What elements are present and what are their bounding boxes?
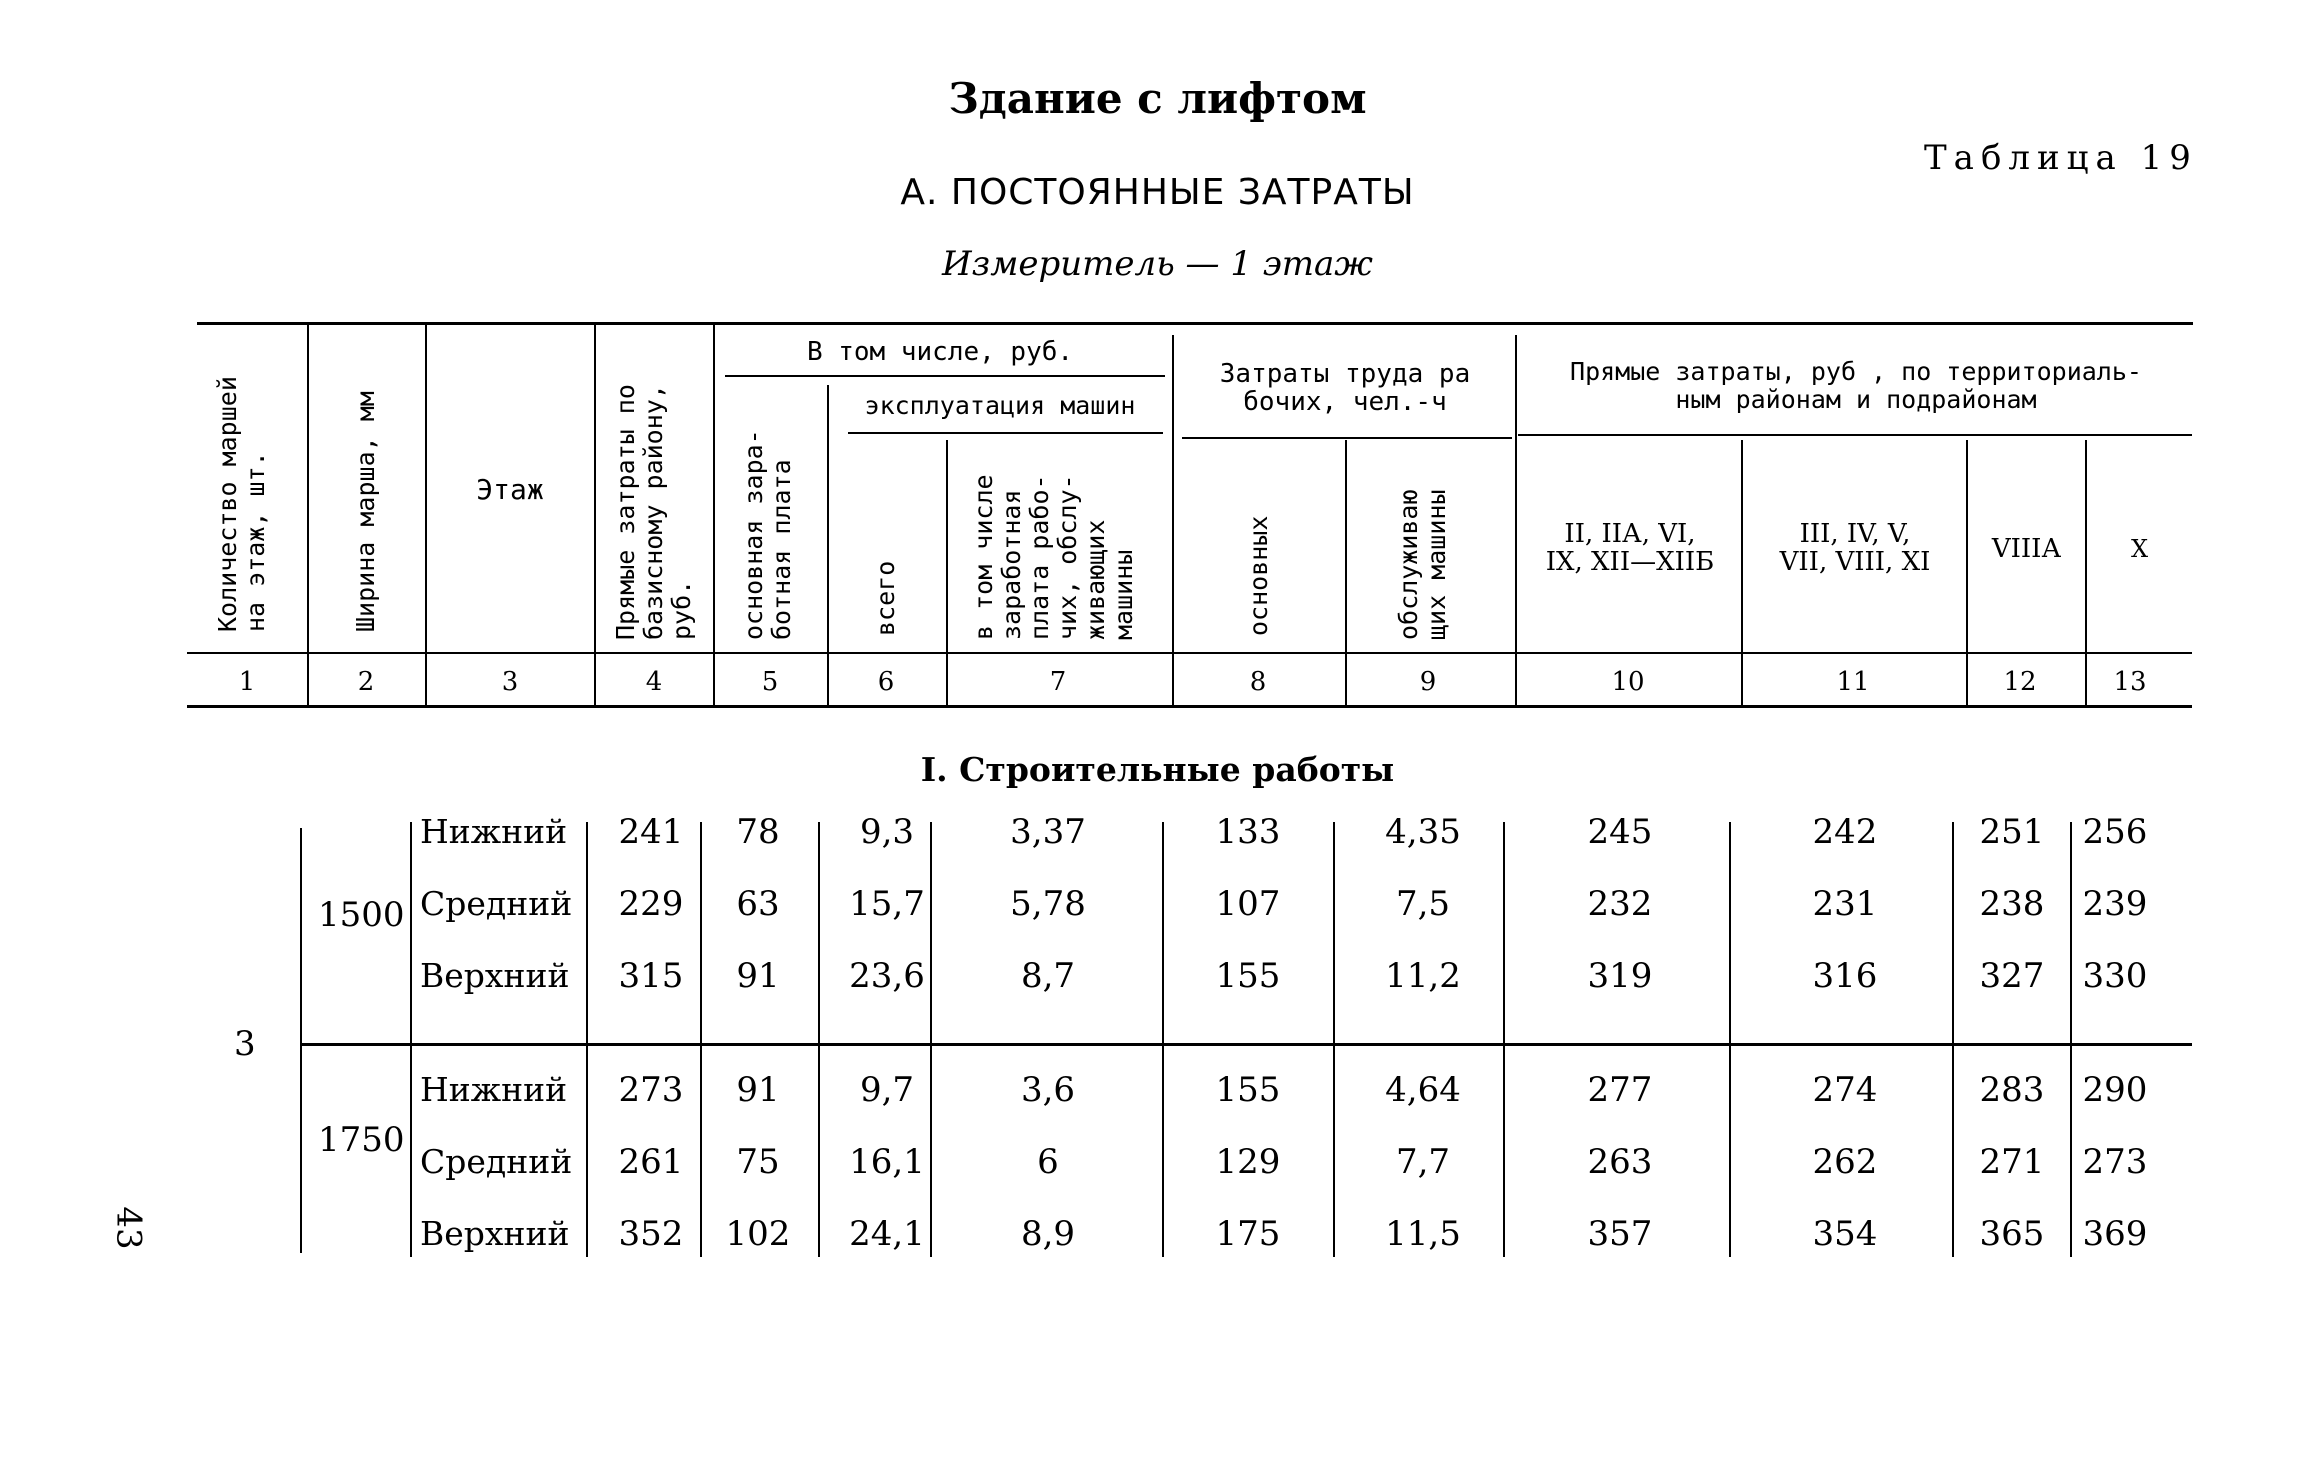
header-base-wages: основная зара- ботная плата xyxy=(739,429,796,640)
column-number: 6 xyxy=(877,667,895,697)
table-cell: 6 xyxy=(1037,1142,1059,1182)
table-cell: 352 xyxy=(618,1214,684,1254)
table-cell: 261 xyxy=(618,1142,684,1182)
header-region-13: X xyxy=(2130,535,2149,563)
table-cell: 277 xyxy=(1587,1070,1653,1110)
floor-label: Верхний xyxy=(420,1214,570,1253)
table-cell: 330 xyxy=(2082,956,2148,996)
group-separator-rule xyxy=(300,1043,2192,1046)
table-cell: 365 xyxy=(1979,1214,2045,1254)
page-number: 43 xyxy=(108,1206,149,1250)
table-cell: 4,35 xyxy=(1385,812,1461,852)
header-region-10: II, IIА, VI, IX, XII—XIIБ xyxy=(1545,519,1715,577)
body-vline-c8 xyxy=(1162,822,1164,1257)
table-cell: 319 xyxy=(1587,956,1653,996)
table-cell: 16,1 xyxy=(849,1142,925,1182)
table-cell: 4,64 xyxy=(1385,1070,1461,1110)
table-cell: 251 xyxy=(1979,812,2045,852)
header-subrule-group xyxy=(725,375,1165,377)
march-width-1500: 1500 xyxy=(318,895,405,935)
column-number: 13 xyxy=(2113,667,2147,697)
table-cell: 129 xyxy=(1215,1142,1281,1182)
table-label: Таблица 19 xyxy=(1924,138,2198,178)
header-vline-4 xyxy=(713,325,715,705)
table-cell: 102 xyxy=(725,1214,791,1254)
table-cell: 316 xyxy=(1812,956,1878,996)
floor-label: Нижний xyxy=(420,1070,568,1109)
body-vline-c10 xyxy=(1503,822,1505,1257)
table-cell: 155 xyxy=(1215,956,1281,996)
march-width-1750: 1750 xyxy=(318,1120,405,1160)
floor-label: Нижний xyxy=(420,812,568,851)
table-cell: 283 xyxy=(1979,1070,2045,1110)
table-cell: 263 xyxy=(1587,1142,1653,1182)
table-cell: 63 xyxy=(736,884,780,924)
header-labor-costs: Затраты труда ра бочих, чел.-ч xyxy=(1219,359,1471,417)
table-cell: 241 xyxy=(618,812,684,852)
column-number: 10 xyxy=(1611,667,1645,697)
table-cell: 242 xyxy=(1812,812,1878,852)
header-region-11: III, IV, V, VII, VIII, XI xyxy=(1779,519,1931,577)
table-subtitle: А. ПОСТОЯННЫЕ ЗАТРАТЫ xyxy=(900,172,1415,213)
table-cell: 11,5 xyxy=(1385,1214,1461,1254)
column-number: 12 xyxy=(2003,667,2037,697)
table-cell: 354 xyxy=(1812,1214,1878,1254)
page-title: Здание с лифтом xyxy=(948,74,1367,123)
header-vline-5 xyxy=(827,385,829,705)
header-vline-12 xyxy=(2085,440,2087,705)
body-vline-floor xyxy=(410,822,412,1257)
marches-value: 3 xyxy=(234,1024,256,1064)
table-cell: 232 xyxy=(1587,884,1653,924)
column-number: 7 xyxy=(1049,667,1067,697)
table-cell: 75 xyxy=(736,1142,780,1182)
table-cell: 9,7 xyxy=(859,1070,915,1110)
body-vline-c6 xyxy=(818,822,820,1257)
table-cell: 9,3 xyxy=(859,812,915,852)
table-cell: 78 xyxy=(736,812,780,852)
table-cell: 23,6 xyxy=(849,956,925,996)
table-cell: 256 xyxy=(2082,812,2148,852)
table-cell: 15,7 xyxy=(849,884,925,924)
table-cell: 3,37 xyxy=(1010,812,1086,852)
column-number: 1 xyxy=(238,667,256,697)
header-vline-2 xyxy=(425,325,427,705)
floor-label: Средний xyxy=(420,884,573,923)
table-cell: 91 xyxy=(736,1070,780,1110)
header-vline-1 xyxy=(307,325,309,705)
table-cell: 7,5 xyxy=(1395,884,1451,924)
table-cell: 5,78 xyxy=(1010,884,1086,924)
column-number: 5 xyxy=(761,667,779,697)
floor-label: Средний xyxy=(420,1142,573,1181)
header-direct-costs-by-region: Прямые затраты, руб , по территориаль- ным районам и подрайонам xyxy=(1570,357,2142,414)
column-number: 3 xyxy=(501,667,519,697)
table-cell: 238 xyxy=(1979,884,2045,924)
floor-label: Верхний xyxy=(420,956,570,995)
table-cell: 274 xyxy=(1812,1070,1878,1110)
table-cell: 357 xyxy=(1587,1214,1653,1254)
body-vline-c11 xyxy=(1729,822,1731,1257)
header-including: В том числе, руб. xyxy=(806,337,1074,367)
column-number: 9 xyxy=(1419,667,1437,697)
header-labor-main: основных xyxy=(1244,515,1273,636)
table-cell: 91 xyxy=(736,956,780,996)
column-number: 4 xyxy=(645,667,663,697)
header-vline-8 xyxy=(1345,440,1347,705)
section-title: I. Строительные работы xyxy=(920,750,1395,789)
header-floor: Этаж xyxy=(476,473,544,506)
table-cell: 3,6 xyxy=(1020,1070,1076,1110)
column-number-rule xyxy=(187,705,2192,708)
header-bottom-rule xyxy=(187,652,2192,654)
table-cell: 107 xyxy=(1215,884,1281,924)
table-cell: 231 xyxy=(1812,884,1878,924)
header-vline-3 xyxy=(594,325,596,705)
table-cell: 245 xyxy=(1587,812,1653,852)
header-base-direct-costs: Прямые затраты по базисному району, руб. xyxy=(611,384,696,640)
header-machines-total: всего xyxy=(871,560,900,636)
header-marches-count: Количество маршей на этаж, шт. xyxy=(213,376,270,632)
table-cell: 24,1 xyxy=(849,1214,925,1254)
body-vline-left xyxy=(300,828,302,1253)
header-vline-11 xyxy=(1966,440,1968,705)
table-cell: 133 xyxy=(1215,812,1281,852)
column-number: 8 xyxy=(1249,667,1267,697)
header-vline-9 xyxy=(1515,335,1517,705)
header-region-12: VIIIА xyxy=(1991,534,2062,564)
body-vline-c4 xyxy=(586,822,588,1257)
table-cell: 155 xyxy=(1215,1070,1281,1110)
header-machine-wages: в том числе заработная плата рабо- чих, обслу- живающих машины xyxy=(969,474,1138,640)
header-vline-7 xyxy=(1172,335,1174,705)
table-cell: 273 xyxy=(618,1070,684,1110)
table-cell: 8,9 xyxy=(1020,1214,1076,1254)
table-cell: 7,7 xyxy=(1395,1142,1451,1182)
table-cell: 11,2 xyxy=(1385,956,1461,996)
header-vline-6 xyxy=(946,440,948,705)
header-subrule-direct xyxy=(1518,434,2192,436)
header-labor-machine-service: обслуживаю щих машины xyxy=(1394,489,1451,640)
header-march-width: Ширина марша, мм xyxy=(351,391,380,632)
column-number: 2 xyxy=(357,667,375,697)
column-number: 11 xyxy=(1836,667,1870,697)
table-cell: 239 xyxy=(2082,884,2148,924)
table-cell: 262 xyxy=(1812,1142,1878,1182)
table-cell: 229 xyxy=(618,884,684,924)
table-cell: 369 xyxy=(2082,1214,2148,1254)
table-cell: 315 xyxy=(618,956,684,996)
table-top-rule xyxy=(197,322,2193,325)
table-cell: 175 xyxy=(1215,1214,1281,1254)
header-machine-operation: эксплуатация машин xyxy=(864,391,1136,420)
table-cell: 273 xyxy=(2082,1142,2148,1182)
table-cell: 8,7 xyxy=(1020,956,1076,996)
body-vline-c9 xyxy=(1333,822,1335,1257)
header-subrule-labor xyxy=(1182,437,1512,439)
table-cell: 290 xyxy=(2082,1070,2148,1110)
header-subrule-machines xyxy=(848,432,1163,434)
table-cell: 327 xyxy=(1979,956,2045,996)
table-cell: 271 xyxy=(1979,1142,2045,1182)
table-measure: Измеритель — 1 этаж xyxy=(942,244,1373,284)
